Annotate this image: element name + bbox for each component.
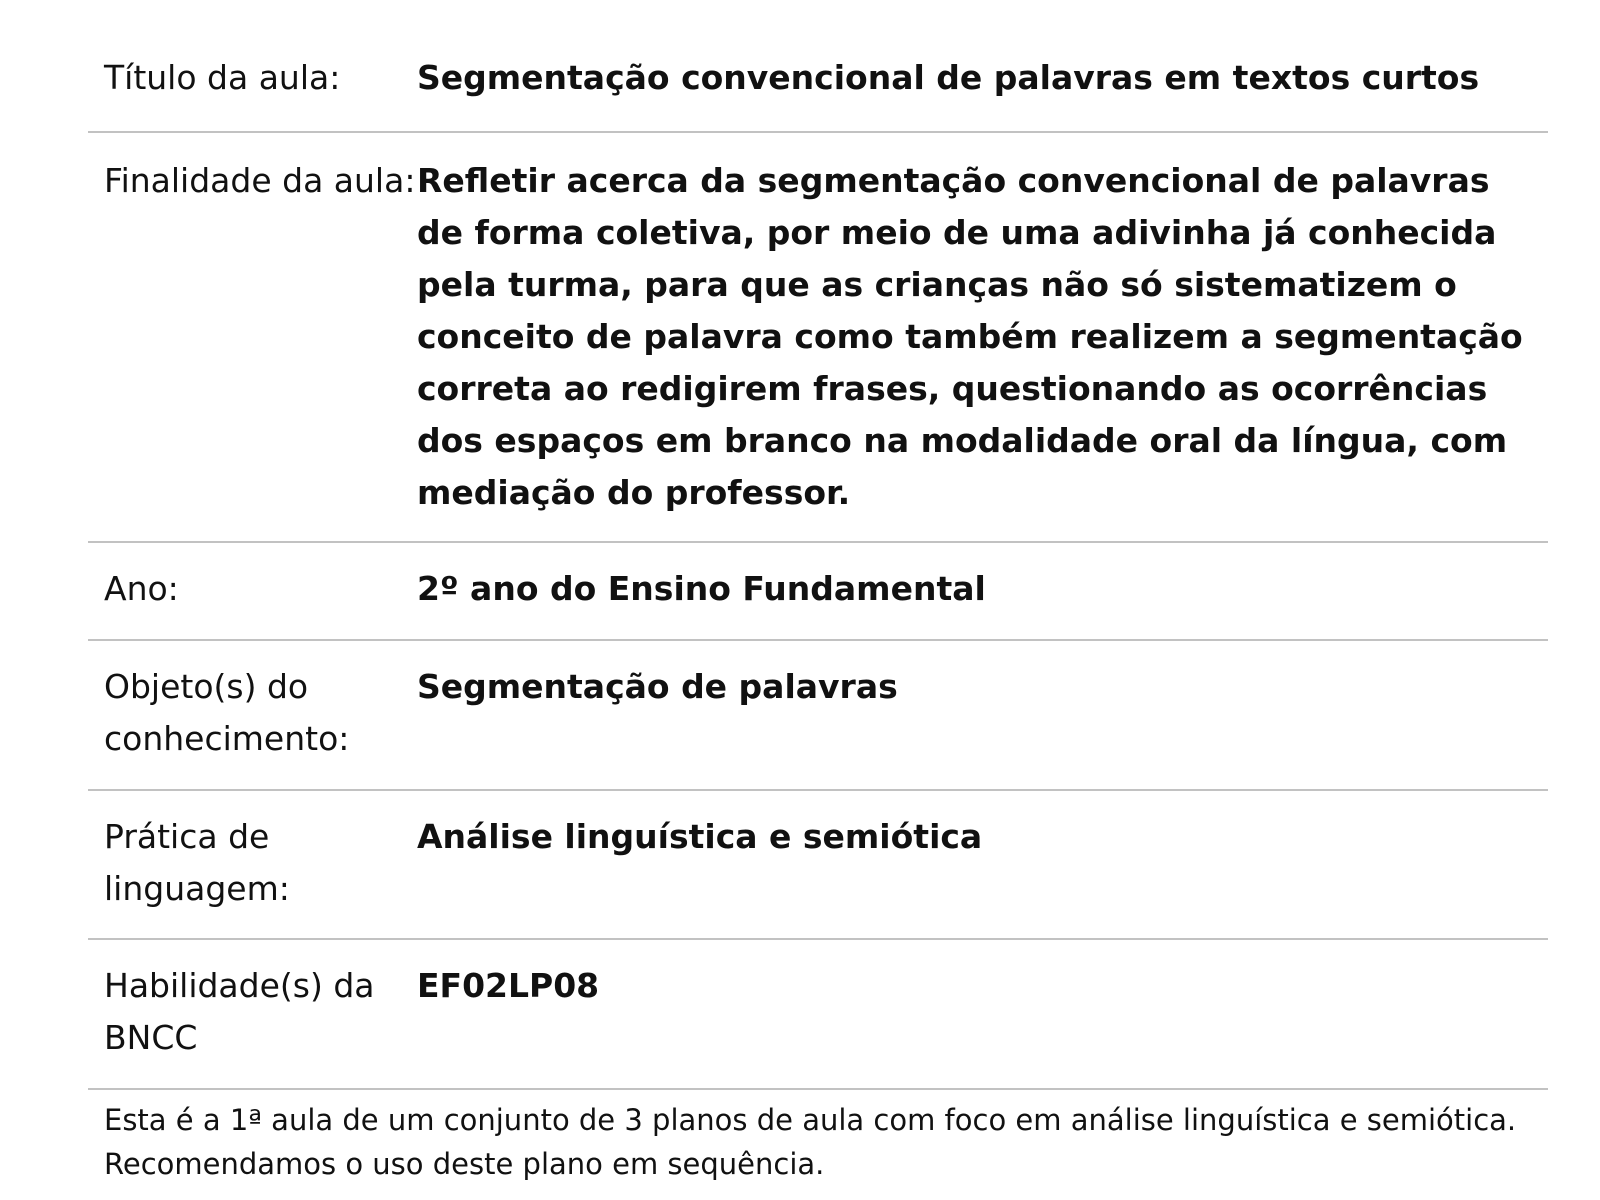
row-bncc-skill [88, 940, 1548, 1090]
lesson-title-value: Segmentação convencional de palavras em textos curtos [417, 58, 1480, 97]
row-lesson-purpose [88, 133, 1548, 543]
lesson-title-label: Título da aula: [104, 58, 341, 97]
language-practice-label: Prática de linguagem: [104, 817, 290, 908]
sequence-footnote: Esta é a 1ª aula de um conjunto de 3 planos de aula com foco em análise linguística e semiótica. Recomendamos o uso deste plano em sequência. [104, 1103, 1517, 1181]
school-year-value: 2º ano do Ensino Fundamental [417, 569, 986, 608]
row-lesson-title [88, 30, 1548, 133]
lesson-info-table [88, 30, 1548, 1090]
bncc-skill-value: EF02LP08 [417, 966, 600, 1005]
row-language-practice [88, 791, 1548, 940]
row-school-year [88, 543, 1548, 641]
lesson-purpose-value: Refletir acerca da segmentação convencional de palavras de forma coletiva, por meio de uma adivinha já conhecida pela turma, para que as crianças não só sistematizem o conceito de palavra como também realizem a segmentação correta ao redigirem frases, questionando as ocorrências dos espaços em branco na modalidade oral da língua, com mediação do professor. [417, 161, 1523, 512]
row-knowledge-object [88, 641, 1548, 791]
bncc-skill-label: Habilidade(s) da BNCC [104, 966, 375, 1057]
knowledge-object-label: Objeto(s) do conhecimento: [104, 667, 350, 758]
knowledge-object-value: Segmentação de palavras [417, 667, 898, 706]
school-year-label: Ano: [104, 569, 179, 608]
lesson-purpose-label: Finalidade da aula: [104, 161, 416, 200]
language-practice-value: Análise linguística e semiótica [417, 817, 983, 856]
